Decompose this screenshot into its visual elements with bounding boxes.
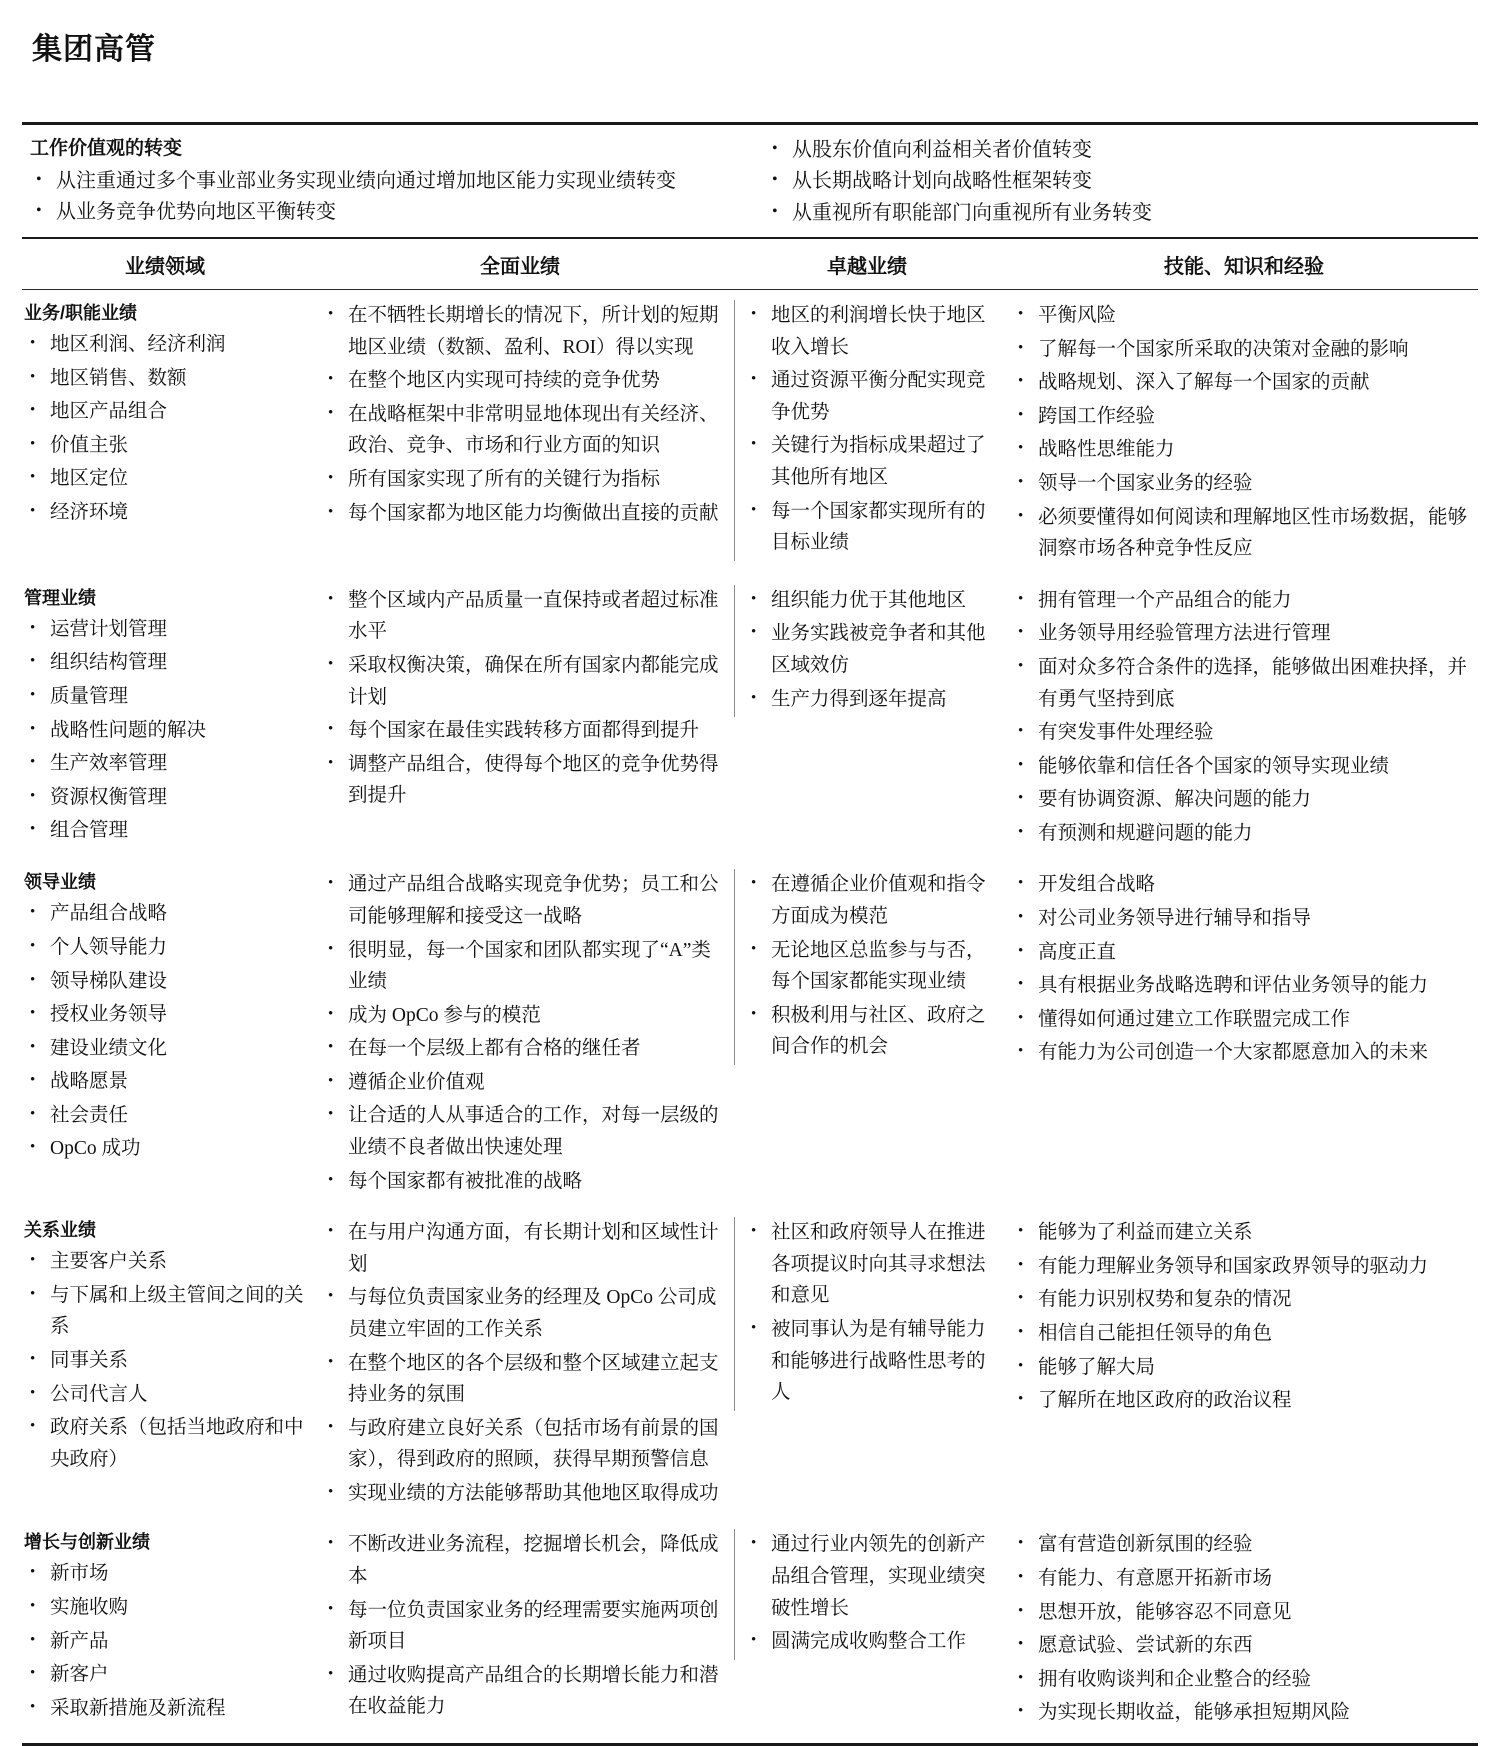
list-item: • 新产品 [24,1626,306,1658]
list-item: • 业务领导用经验管理方法进行管理 [1010,618,1478,650]
table-bottom-divider [22,1743,1478,1746]
list-item: • 每一个国家都实现所有的目标业绩 [743,496,992,559]
table-row [22,575,1478,860]
list-item: • 从注重通过多个事业部业务实现业绩向通过增加地区能力实现业绩转变 [30,166,754,196]
excellence-list [743,1217,992,1408]
cell-performance-area [22,300,314,530]
list-item: • 在整个地区内实现可持续的竞争优势 [320,365,720,397]
list-item: • 愿意试验、尝试新的东西 [1010,1630,1478,1662]
cell-excellent-performance [734,1529,1002,1659]
list-item: • 有预测和规避问题的能力 [1010,818,1478,850]
skills-list [1010,300,1478,565]
list-item: • 从股东价值向利益相关者价值转变 [762,135,1478,165]
values-right-column [754,135,1478,229]
list-item: • 领导一个国家业务的经验 [1010,468,1478,500]
list-item: • 无论地区总监参与与否，每个国家都能实现业绩 [743,935,992,998]
list-item: • 调整产品组合，使得每个地区的竞争优势得到提升 [320,749,720,812]
list-item: • 整个区域内产品质量一直保持或者超过标准水平 [320,585,720,648]
list-item: • 领导梯队建设 [24,966,306,998]
list-item: • 必须要懂得如何阅读和理解地区性市场数据，能够洞察市场各种竞争性反应 [1010,502,1478,565]
table-body [22,290,1478,1739]
cell-excellent-performance [734,869,1002,1064]
list-item: • 每个国家在最佳实践转移方面都得到提升 [320,715,720,747]
list-item: • 通过收购提高产品组合的长期增长能力和潜在收益能力 [320,1660,720,1723]
list-item: • 在每一个层级上都有合格的继任者 [320,1033,720,1065]
list-item: • 主要客户关系 [24,1246,306,1278]
list-item: • 平衡风险 [1010,300,1478,332]
list-item: • 每个国家都为地区能力均衡做出直接的贡献 [320,498,720,530]
table-row [22,859,1478,1207]
list-item: • 采取新措施及新流程 [24,1693,306,1725]
list-item: • 从重视所有职能部门向重视所有业务转变 [762,198,1478,228]
list-item: • 有能力理解业务领导和国家政界领导的驱动力 [1010,1251,1478,1283]
list-item: • 政府关系（包括当地政府和中央政府） [24,1412,306,1475]
list-item: • 地区产品组合 [24,396,306,428]
skills-list [1010,869,1478,1068]
list-item: • 生产力得到逐年提高 [743,684,992,716]
list-item: • 有能力、有意愿开拓新市场 [1010,1563,1478,1595]
cell-performance-area [22,1529,314,1726]
page-title: 集团高管 [32,33,156,66]
cell-skills-knowledge-experience [1002,585,1478,852]
overall-list [320,300,720,529]
list-item: • 高度正直 [1010,937,1478,969]
table-row [22,1519,1478,1738]
list-item: • 每一位负责国家业务的经理需要实施两项创新项目 [320,1595,720,1658]
list-item: • 战略规划、深入了解每一个国家的贡献 [1010,367,1478,399]
category-title: 领导业绩 [24,872,96,893]
list-item: • 圆满完成收购整合工作 [743,1626,992,1658]
list-item: • 被同事认为是有辅导能力和能够进行战略性思考的人 [743,1314,992,1409]
list-item: • OpCo 成功 [24,1133,306,1165]
list-item: • 思想开放，能够容忍不同意见 [1010,1597,1478,1629]
cell-overall-performance [314,585,734,814]
list-item: • 积极利用与社区、政府之间合作的机会 [743,1000,992,1063]
list-item: • 战略愿景 [24,1066,306,1098]
list-item: • 有能力为公司创造一个大家都愿意加入的未来 [1010,1037,1478,1069]
list-item: • 与政府建立良好关系（包括市场有前景的国家），得到政府的照顾，获得早期预警信息 [320,1413,720,1476]
column-header-excellence: 卓越业绩 [827,256,907,279]
cell-skills-knowledge-experience [1002,300,1478,567]
list-item: • 资源权衡管理 [24,782,306,814]
table-row [22,1207,1478,1519]
excellence-list [743,300,992,559]
list-item: • 能够为了利益而建立关系 [1010,1217,1478,1249]
cell-overall-performance [314,1217,734,1511]
list-item: • 在战略框架中非常明显地体现出有关经济、政治、竞争、市场和行业方面的知识 [320,399,720,462]
list-item: • 社会责任 [24,1100,306,1132]
list-item: • 战略性问题的解决 [24,715,306,747]
column-header-skills: 技能、知识和经验 [1164,256,1324,279]
list-item: • 战略性思维能力 [1010,434,1478,466]
list-item: • 相信自己能担任领导的角色 [1010,1318,1478,1350]
list-item: • 建设业绩文化 [24,1033,306,1065]
column-header-overall: 全面业绩 [480,256,560,279]
list-item: • 运营计划管理 [24,614,306,646]
list-item: • 经济环境 [24,497,306,529]
list-item: • 在遵循企业价值观和指令方面成为模范 [743,869,992,932]
cell-skills-knowledge-experience [1002,1217,1478,1418]
excellence-list [743,869,992,1062]
area-list [24,898,306,1165]
list-item: • 同事关系 [24,1345,306,1377]
area-list [24,329,306,528]
category-title: 管理业绩 [24,587,96,608]
list-item: • 富有营造创新氛围的经验 [1010,1529,1478,1561]
cell-performance-area [22,585,314,849]
cell-overall-performance [314,869,734,1199]
cell-overall-performance [314,300,734,531]
skills-list [1010,1529,1478,1728]
values-shift-section [22,125,1478,237]
list-item: • 地区定位 [24,463,306,495]
list-item: • 不断改进业务流程，挖掘增长机会，降低成本 [320,1529,720,1592]
table-column-headers [22,239,1478,289]
cell-excellent-performance [734,585,1002,717]
values-left-column [22,135,754,229]
list-item: • 新市场 [24,1558,306,1590]
list-item: • 拥有收购谈判和企业整合的经验 [1010,1664,1478,1696]
list-item: • 授权业务领导 [24,999,306,1031]
excellence-list [743,585,992,715]
list-item: • 遵循企业价值观 [320,1067,720,1099]
list-item: • 产品组合战略 [24,898,306,930]
list-item: • 每个国家都有被批准的战略 [320,1166,720,1198]
list-item: • 通过资源平衡分配实现竞争优势 [743,365,992,428]
cell-excellent-performance [734,1217,1002,1410]
category-title: 业务/职能业绩 [24,303,138,324]
overall-list [320,1529,720,1722]
list-item: • 为实现长期收益，能够承担短期风险 [1010,1697,1478,1729]
list-item: • 让合适的人从事适合的工作，对每一层级的业绩不良者做出快速处理 [320,1100,720,1163]
list-item: • 实现业绩的方法能够帮助其他地区取得成功 [320,1478,720,1510]
list-item: • 要有协调资源、解决问题的能力 [1010,784,1478,816]
list-item: • 了解所在地区政府的政治议程 [1010,1385,1478,1417]
values-left-list [30,166,754,228]
list-item: • 懂得如何通过建立工作联盟完成工作 [1010,1004,1478,1036]
overall-list [320,869,720,1197]
list-item: • 地区销售、数额 [24,363,306,395]
list-item: • 个人领导能力 [24,932,306,964]
list-item: • 对公司业务领导进行辅导和指导 [1010,903,1478,935]
list-item: • 业务实践被竞争者和其他区域效仿 [743,618,992,681]
list-item: • 面对众多符合条件的选择，能够做出困难抉择，并有勇气坚持到底 [1010,652,1478,715]
list-item: • 与每位负责国家业务的经理及 OpCo 公司成员建立牢固的工作关系 [320,1282,720,1345]
list-item: • 很明显，每一个国家和团队都实现了“A”类业绩 [320,935,720,998]
table-row [22,290,1478,575]
values-heading: 工作价值观的转变 [30,138,183,159]
list-item: • 有突发事件处理经验 [1010,717,1478,749]
list-item: • 地区的利润增长快于地区收入增长 [743,300,992,363]
list-item: • 通过产品组合战略实现竞争优势；员工和公司能够理解和接受这一战略 [320,869,720,932]
list-item: • 价值主张 [24,430,306,462]
list-item: • 公司代言人 [24,1379,306,1411]
list-item: • 具有根据业务战略选聘和评估业务领导的能力 [1010,970,1478,1002]
list-item: • 开发组合战略 [1010,869,1478,901]
area-list [24,1246,306,1475]
list-item: • 组合管理 [24,815,306,847]
list-item: • 能够了解大局 [1010,1352,1478,1384]
column-header-area: 业绩领域 [125,256,205,279]
list-item: • 社区和政府领导人在推进各项提议时向其寻求想法和意见 [743,1217,992,1312]
skills-list [1010,1217,1478,1416]
cell-excellent-performance [734,300,1002,561]
cell-performance-area [22,1217,314,1477]
list-item: • 新客户 [24,1659,306,1691]
values-right-list [762,135,1478,228]
list-item: • 地区利润、经济利润 [24,329,306,361]
category-title: 关系业绩 [24,1220,96,1241]
list-item: • 组织结构管理 [24,647,306,679]
overall-list [320,1217,720,1509]
list-item: • 能够依靠和信任各个国家的领导实现业绩 [1010,751,1478,783]
list-item: • 成为 OpCo 参与的模范 [320,1000,720,1032]
cell-skills-knowledge-experience [1002,869,1478,1070]
list-item: • 质量管理 [24,681,306,713]
excellence-list [743,1529,992,1657]
list-item: • 组织能力优于其他地区 [743,585,992,617]
list-item: • 从业务竞争优势向地区平衡转变 [30,197,754,227]
list-item: • 与下属和上级主管间之间的关系 [24,1280,306,1343]
list-item: • 有能力识别权势和复杂的情况 [1010,1284,1478,1316]
list-item: • 关键行为指标成果超过了其他所有地区 [743,430,992,493]
list-item: • 拥有管理一个产品组合的能力 [1010,585,1478,617]
list-item: • 采取权衡决策，确保在所有国家内都能完成计划 [320,650,720,713]
cell-overall-performance [314,1529,734,1724]
list-item: • 实施收购 [24,1592,306,1624]
list-item: • 了解每一个国家所采取的决策对金融的影响 [1010,334,1478,366]
list-item: • 在与用户沟通方面，有长期计划和区域性计划 [320,1217,720,1280]
list-item: • 所有国家实现了所有的关键行为指标 [320,464,720,496]
skills-list [1010,585,1478,850]
list-item: • 在不牺牲长期增长的情况下，所计划的短期地区业绩（数额、盈利、ROI）得以实现 [320,300,720,363]
overall-list [320,585,720,812]
list-item: • 在整个地区的各个层级和整个区域建立起支持业务的氛围 [320,1348,720,1411]
list-item: • 跨国工作经验 [1010,401,1478,433]
cell-performance-area [22,869,314,1167]
list-item: • 从长期战略计划向战略性框架转变 [762,166,1478,196]
list-item: • 生产效率管理 [24,748,306,780]
list-item: • 通过行业内领先的创新产品组合管理，实现业绩突破性增长 [743,1529,992,1624]
area-list [24,614,306,847]
cell-skills-knowledge-experience [1002,1529,1478,1730]
area-list [24,1558,306,1724]
category-title: 增长与创新业绩 [24,1532,150,1553]
